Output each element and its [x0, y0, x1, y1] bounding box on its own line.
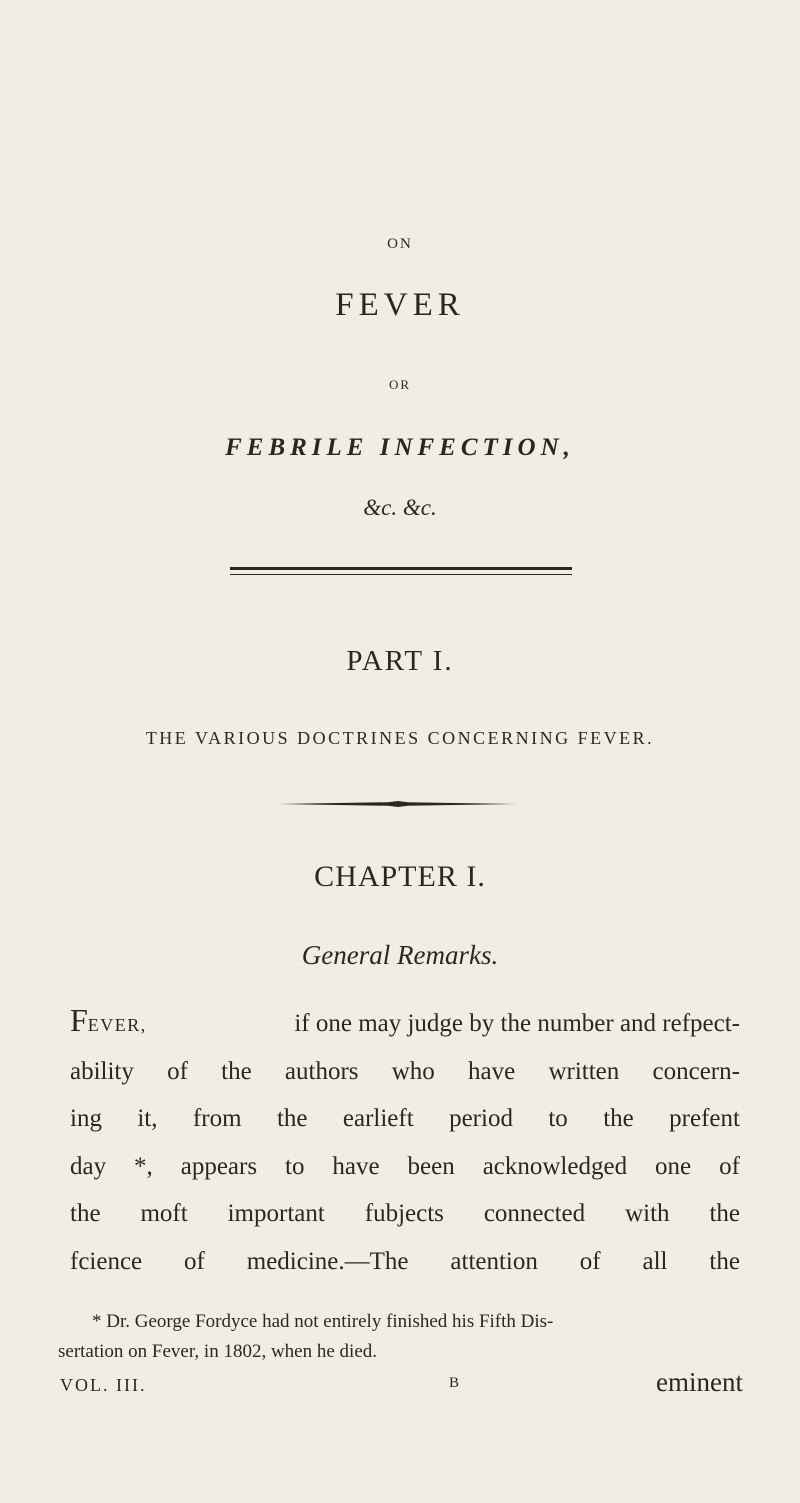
word: have — [468, 1057, 516, 1085]
word: prefent — [669, 1105, 740, 1132]
chapter-title: CHAPTER I. — [314, 860, 486, 893]
opening-word — [70, 1000, 147, 1048]
tapered-rule-divider — [278, 800, 518, 808]
word: acknowledged — [482, 1152, 628, 1180]
word: it, — [137, 1105, 158, 1132]
thick-rule — [230, 567, 572, 570]
part-subtitle: THE VARIOUS DOCTRINES CONCERNING FEVER. — [145, 728, 655, 748]
word: of — [579, 1247, 601, 1275]
word: the — [276, 1105, 308, 1132]
word: have — [332, 1152, 380, 1180]
word: authors — [284, 1057, 359, 1085]
word: concern- — [652, 1057, 740, 1085]
word: from — [192, 1105, 242, 1132]
volume-label: VOL. III. — [60, 1375, 147, 1395]
word: connected — [483, 1200, 586, 1227]
part-title: PART I. — [346, 645, 454, 677]
word: appears — [180, 1152, 258, 1180]
word: the — [709, 1200, 740, 1227]
body-line — [70, 1238, 740, 1286]
body-line — [70, 1000, 740, 1048]
body-line — [70, 1190, 740, 1238]
chapter-subtitle: General Remarks. — [301, 940, 499, 970]
word: fubjects — [364, 1200, 444, 1227]
footnote-line: sertation on Fever, in 1802, when he died. — [58, 1341, 378, 1362]
thin-rule — [230, 574, 572, 575]
word: attention — [450, 1247, 538, 1275]
body-text — [70, 1000, 740, 1285]
word: of — [167, 1057, 188, 1085]
main-title: FEVER — [335, 287, 465, 323]
footnote — [58, 1307, 743, 1367]
word: the — [70, 1200, 101, 1227]
word: day — [70, 1152, 107, 1180]
signature-line — [58, 1367, 748, 1407]
subtitle: FEBRILE INFECTION, — [225, 434, 575, 461]
word: medicine.—The — [246, 1247, 409, 1275]
body-line-rest: if one may judge by the number and refpect- — [294, 1010, 740, 1037]
word: *, — [134, 1152, 153, 1180]
word: to — [548, 1105, 568, 1132]
body-line — [70, 1048, 740, 1096]
word: ing — [70, 1105, 102, 1132]
word: written — [548, 1057, 620, 1085]
body-line — [70, 1143, 740, 1191]
signature-mark: B — [449, 1375, 460, 1391]
etc-mark: &c. &c. — [363, 495, 437, 520]
word: one — [655, 1152, 692, 1180]
word: moft — [140, 1200, 188, 1227]
word: the — [603, 1105, 634, 1132]
word: with — [625, 1200, 670, 1227]
body-line — [70, 1095, 740, 1143]
word: all — [642, 1247, 668, 1275]
word: of — [719, 1152, 740, 1180]
word: the — [709, 1247, 740, 1275]
word: the — [221, 1057, 252, 1085]
word: of — [184, 1247, 205, 1275]
word: ability — [70, 1057, 134, 1085]
drop-letter: F — [70, 1002, 88, 1038]
or-label: OR — [388, 377, 412, 392]
word: to — [285, 1152, 305, 1180]
catchword: eminent — [656, 1367, 743, 1397]
word: important — [227, 1200, 325, 1227]
word: who — [391, 1057, 435, 1085]
word: period — [449, 1105, 513, 1132]
word: earlieft — [342, 1105, 414, 1132]
word: been — [407, 1152, 455, 1180]
footnote-line: * Dr. George Fordyce had not entirely finished his Fifth Dis- — [92, 1311, 554, 1332]
opening-word-rest: EVER, — [87, 1015, 147, 1035]
on-label: ON — [387, 236, 413, 252]
double-rule-divider — [230, 567, 572, 575]
word: fcience — [70, 1247, 143, 1275]
